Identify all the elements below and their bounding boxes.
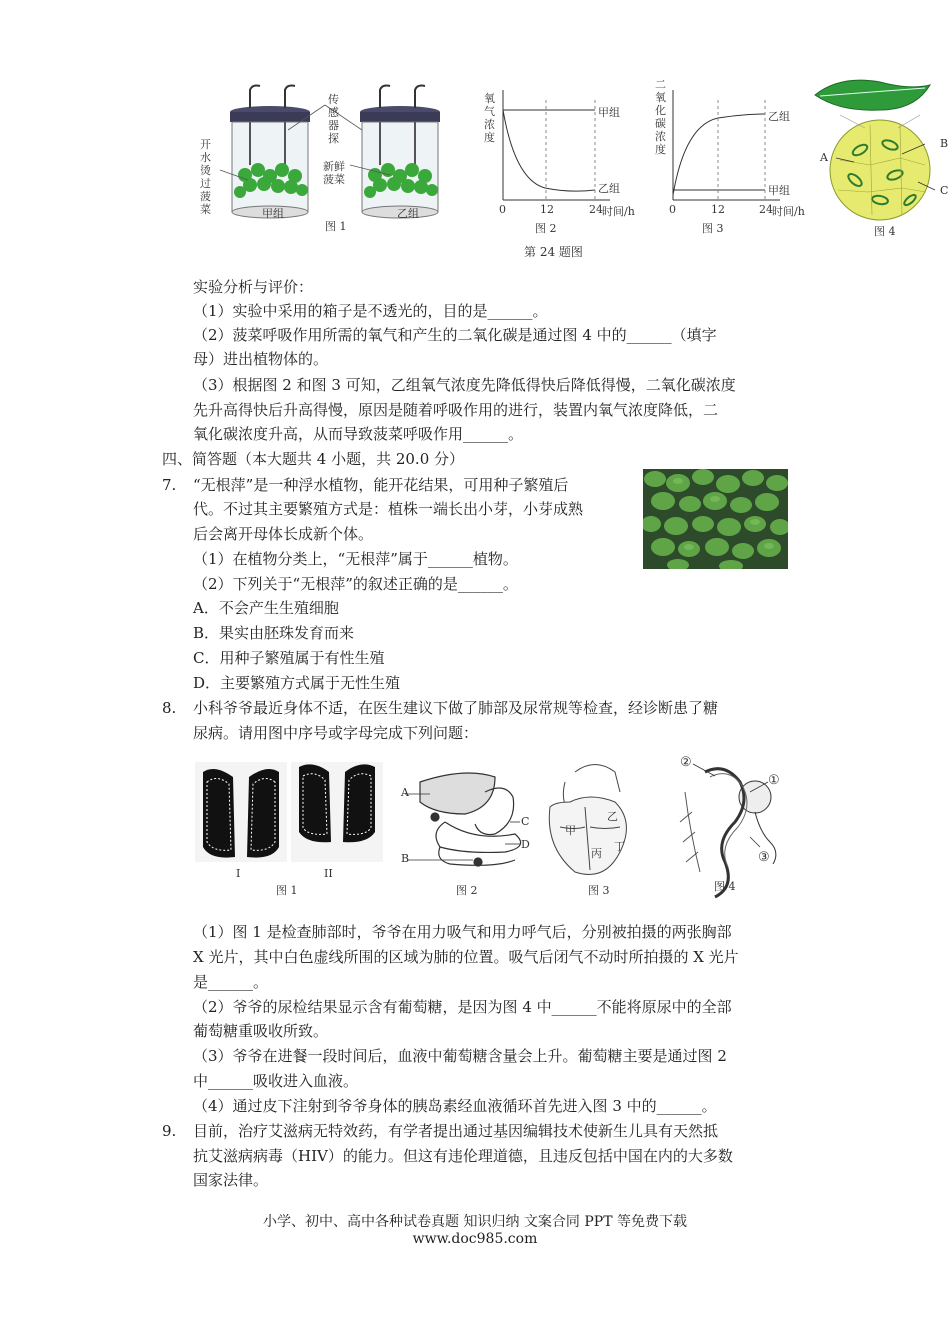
- q8-fig3-label-1: 甲: [565, 824, 576, 837]
- fig4-label-c: C: [940, 184, 949, 197]
- fig1-label-sensor: 传感器探: [328, 93, 339, 145]
- q8-line1: 小科爷爷最近身体不适，在医生建议下做了肺部及尿常规等检查，经诊断患了糖: [193, 699, 719, 717]
- q9-number: 9.: [162, 1122, 177, 1140]
- fig1-label-fresh: 新鲜菠菜: [323, 160, 345, 186]
- q24-part3-line1: （3）根据图 2 和图 3 可知，乙组氧气浓度先降低得快后降低得慢，二氧化碳浓度: [193, 376, 736, 394]
- q8-part2-line2: 葡萄糖重吸收所致。: [193, 1022, 329, 1040]
- fig2-ylabel: 氧气浓度: [484, 92, 495, 144]
- fig4-caption: 图 4: [874, 225, 896, 238]
- q9-line3: 国家法律。: [193, 1171, 269, 1189]
- q7-line3: 后会离开母体长成新个体。: [193, 525, 374, 543]
- fig2-xlabel: 时间/h: [602, 205, 635, 218]
- q8-fig2-digestive: [420, 773, 521, 866]
- q24-part2-line2: 母）进出植物体的。: [193, 350, 329, 368]
- q7-option-a: A．不会产生生殖细胞: [193, 599, 339, 617]
- q7-part2: （2）下列关于“无根萍”的叙述正确的是______。: [193, 575, 518, 593]
- q7-option-b: B．果实由胚珠发育而来: [193, 624, 355, 642]
- q7-option-d: D．主要繁殖方式属于无性生殖: [193, 674, 401, 692]
- footer-promo-text: 小学、初中、高中各种试卷真题 知识归纳 文案合同 PPT 等免费下载: [263, 1214, 687, 1230]
- fig3-chart: [673, 90, 780, 200]
- q8-fig3-label-2: 乙: [607, 810, 618, 823]
- q8-fig3-caption: 图 3: [588, 884, 610, 897]
- q8-part1-line2: X 光片，其中白色虚线所围的区域为肺的位置。吸气后闭气不动时所拍摄的 X 光片: [193, 948, 739, 966]
- fig2-tick-24: 24: [589, 203, 603, 216]
- duckweed-photo: [643, 469, 788, 569]
- fig4-leaf: [815, 80, 935, 220]
- q24-part3-line2: 先升高得快后升高得慢，原因是随着呼吸作用的进行，装置内氧气浓度降低，二: [193, 401, 719, 419]
- q24-part1: （1）实验中采用的箱子是不透光的，目的是______。: [193, 302, 548, 320]
- q8-fig1-caption: 图 1: [276, 884, 298, 897]
- q8-part3-line1: （3）爷爷在进餐一段时间后，血液中葡萄糖含量会上升。葡萄糖主要是通过图 2: [193, 1047, 727, 1065]
- fig2-chart: [503, 90, 610, 200]
- section-four-heading: 四、简答题（本大题共 4 小题，共 20.0 分）: [162, 450, 465, 468]
- q8-fig4-label-3: ③: [758, 850, 770, 865]
- fig4-label-b: B: [940, 137, 949, 150]
- q9-line2: 抗艾滋病病毒（HIV）的能力。但这有违伦理道德，且违反包括中国在内的大多数: [193, 1147, 733, 1165]
- q8-fig1-mark-1: I: [236, 867, 241, 880]
- q8-line2: 尿病。请用图中序号或字母完成下列问题：: [193, 724, 479, 742]
- q8-fig2-label-c: C: [521, 815, 530, 828]
- q8-fig3-label-4: 丁: [614, 840, 625, 853]
- fig3-tick-24: 24: [759, 203, 773, 216]
- q7-line2: 代。不过其主要繁殖方式是：植株一端长出小芽，小芽成熟: [193, 500, 584, 518]
- fig3-series-yi: [673, 114, 765, 195]
- fig2-tick-12: 12: [540, 203, 554, 216]
- fig3-tick-12: 12: [711, 203, 725, 216]
- fig1-group-a: 甲组: [262, 207, 284, 220]
- q8-part3-line2: 中______吸收进入血液。: [193, 1072, 359, 1090]
- q8-fig2-label-b: B: [401, 852, 410, 865]
- fig2-tick-0: 0: [499, 203, 506, 216]
- q24-heading: 实验分析与评价：: [193, 278, 314, 296]
- q8-fig1-mark-2: II: [324, 867, 333, 880]
- q8-fig2-label-d: D: [521, 838, 530, 851]
- q7-number: 7.: [162, 476, 177, 494]
- q8-part1-line3: 是______。: [193, 973, 269, 991]
- q7-part1: （1）在植物分类上，“无根萍”属于______植物。: [193, 550, 518, 568]
- fig3-ylabel: 二氧化碳浓度: [655, 78, 666, 156]
- q8-fig4-caption: 图 4: [714, 880, 736, 893]
- fig4-label-a: A: [820, 151, 828, 164]
- jar-b: [360, 86, 440, 219]
- q8-part4: （4）通过皮下注射到爷爷身体的胰岛素经血液循环首先进入图 3 中的______。: [193, 1097, 717, 1115]
- q24-part2-line1: （2）菠菜呼吸作用所需的氧气和产生的二氧化碳是通过图 4 中的______（填字: [193, 326, 717, 344]
- q8-fig2-label-a: A: [401, 786, 409, 799]
- jar-a: [230, 86, 310, 219]
- q8-part2-line1: （2）爷爷的尿检结果显示含有葡萄糖，是因为图 4 中______不能将原尿中的全部: [193, 998, 732, 1016]
- fig2-caption: 图 2: [535, 222, 557, 235]
- q8-number: 8.: [162, 699, 177, 717]
- fig-row-title: 第 24 题图: [524, 245, 583, 259]
- fig3-series-bottom: 甲组: [768, 184, 790, 197]
- fig2-series-top: 甲组: [598, 106, 620, 119]
- fig3-caption: 图 3: [702, 222, 724, 235]
- fig2-series-bottom: 乙组: [598, 182, 620, 195]
- footer-url[interactable]: www.doc985.com: [412, 1231, 538, 1247]
- fig1-label-left: 开水烫过菠菜: [200, 138, 211, 216]
- q8-fig4-label-1: ①: [768, 773, 780, 788]
- q7-option-c: C．用种子繁殖属于有性生殖: [193, 649, 385, 667]
- q9-line1: 目前，治疗艾滋病无特效药，有学者提出通过基因编辑技术使新生儿具有天然抵: [193, 1122, 719, 1140]
- q8-fig3-label-3: 丙: [591, 847, 602, 860]
- q24-figure-row: [190, 70, 950, 270]
- fig3-series-top: 乙组: [768, 110, 790, 123]
- q8-fig4-label-2: ②: [680, 755, 692, 770]
- fig2-series-yi: [503, 110, 595, 191]
- q8-fig1-xrays: [195, 762, 383, 862]
- fig3-xlabel: 时间/h: [772, 205, 805, 218]
- q8-fig2-caption: 图 2: [456, 884, 478, 897]
- q7-line1: “无根萍”是一种浮水植物，能开花结果，可用种子繁殖后: [193, 476, 569, 494]
- fig3-tick-0: 0: [669, 203, 676, 216]
- fig1-caption: 图 1: [325, 220, 347, 233]
- q8-part1-line1: （1）图 1 是检查肺部时，爷爷在用力吸气和用力呼气后，分别被拍摄的两张胸部: [193, 923, 732, 941]
- q24-part3-line3: 氧化碳浓度升高，从而导致菠菜呼吸作用______。: [193, 425, 524, 443]
- fig1-group-b: 乙组: [397, 207, 419, 220]
- q8-figure-row: [195, 752, 795, 902]
